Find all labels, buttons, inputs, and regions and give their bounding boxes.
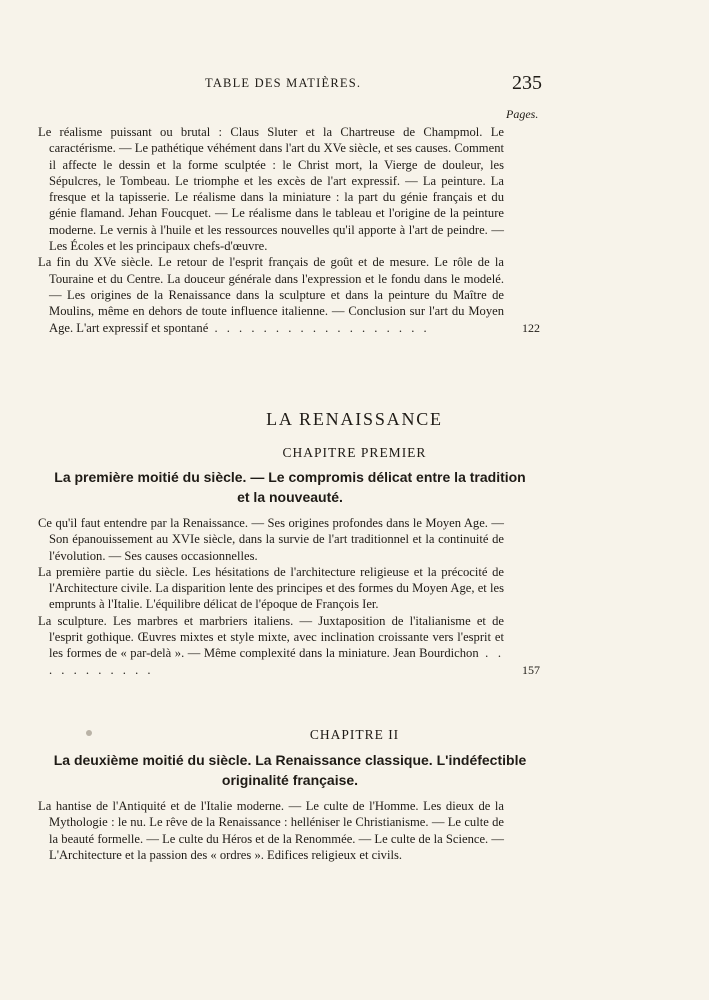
chapter-title: CHAPITRE II: [309, 727, 400, 742]
running-title: TABLE DES MATIÈRES.: [205, 76, 362, 90]
section-title: LA RENAISSANCE: [266, 409, 443, 429]
toc-entry: La première partie du siècle. Les hésitations de l'architecture religieuse et la précocité de l'Architecture civile. La disparition lente des principes et des formes du Moyen Age, et les emprunts à l'Italie. L'équilibre délicat de l'époque de François Ier.: [38, 564, 504, 612]
toc-entry: Ce qu'il faut entendre par la Renaissance. — Ses origines profondes dans le Moyen Age. — Son épanouissement au XVIe siècle, dans la survie de l'art traditionnel et la continuité de l'évolution. — Ses causes occasionnelles.: [38, 516, 504, 563]
pages-column-label: Pages.: [506, 107, 539, 121]
toc-entry: La fin du XVe siècle. Le retour de l'esprit français de goût et de mesure. Le rôle de la Touraine et du Centre. La douceur générale dans l'expression et le fondu dans le modelé. — Les origines de la Renaissance dans la sculpture et dans la peinture du Maître de Moulins, même en dehors de toute influence italienne. — Conclusion sur l'art du Moyen Age. L'art expressif et spontané . . . . . . . . . . . . . . . . . . 122: [38, 255, 540, 335]
chapter-title: CHAPITRE PREMIER: [282, 445, 427, 460]
section1-entries: [38, 124, 540, 336]
toc-entry: La sculpture. Les marbres et marbriers italiens. — Juxtaposition de l'italianisme et de l'esprit gothique. Œuvres mixtes et style mixte, avec inclination croissante vers l'esprit et les formes de « par-delà ». — Même complexité dans la miniature. Jean Bourdichon . . . . . . . . . . . 157: [38, 613, 540, 677]
toc-entry: La hantise de l'Antiquité et de l'Italie moderne. — Le culte de l'Homme. Les dieux de la Mythologie : le nu. Le rêve de la Renaissance : helléniser le Christianisme. — Le culte de la beauté formelle. — Le culte du Héros et de la Renommée. — Le culte de la Science. — L'Architecture et la passion des « ordres ». Edifices religieux et civils.: [38, 799, 504, 862]
chapter-subtitle: La deuxième moitié du siècle. La Renaissance classique. L'indéfectible originalité française.: [53, 752, 527, 788]
toc-page-number: 157: [522, 662, 540, 677]
toc-page-number: 122: [522, 320, 540, 335]
chapter-subtitle: La première moitié du siècle. — Le compromis délicat entre la tradition et la nouveauté.: [54, 469, 526, 505]
toc-entry: Le réalisme puissant ou brutal : Claus Sluter et la Chartreuse de Champmol. Le caractérisme. — Le pathétique véhément dans l'art du XVe siècle, et ses causes. Comment il affecte le dessin et la forme sculptée : le Christ mort, la Vierge de douleur, les Sépulcres, le Tombeau. Le triomphe et les excès de l'art expressif. — La peinture. La fresque et la tapisserie. Le réalisme dans la miniature : la part du génie français et du génie flamand. Jehan Foucquet. — Le réalisme dans le tableau et l'origine de la peinture moderne. Le vernis à l'huile et les ressources nouvelles qu'il apporte à l'art de peindre. — Les Écoles et les principaux chefs-d'œuvre.: [38, 125, 504, 254]
chapter2-entries: [38, 798, 504, 863]
page-number: 235: [512, 72, 542, 94]
chapter1-entries: [38, 515, 540, 678]
running-head: [0, 72, 709, 96]
